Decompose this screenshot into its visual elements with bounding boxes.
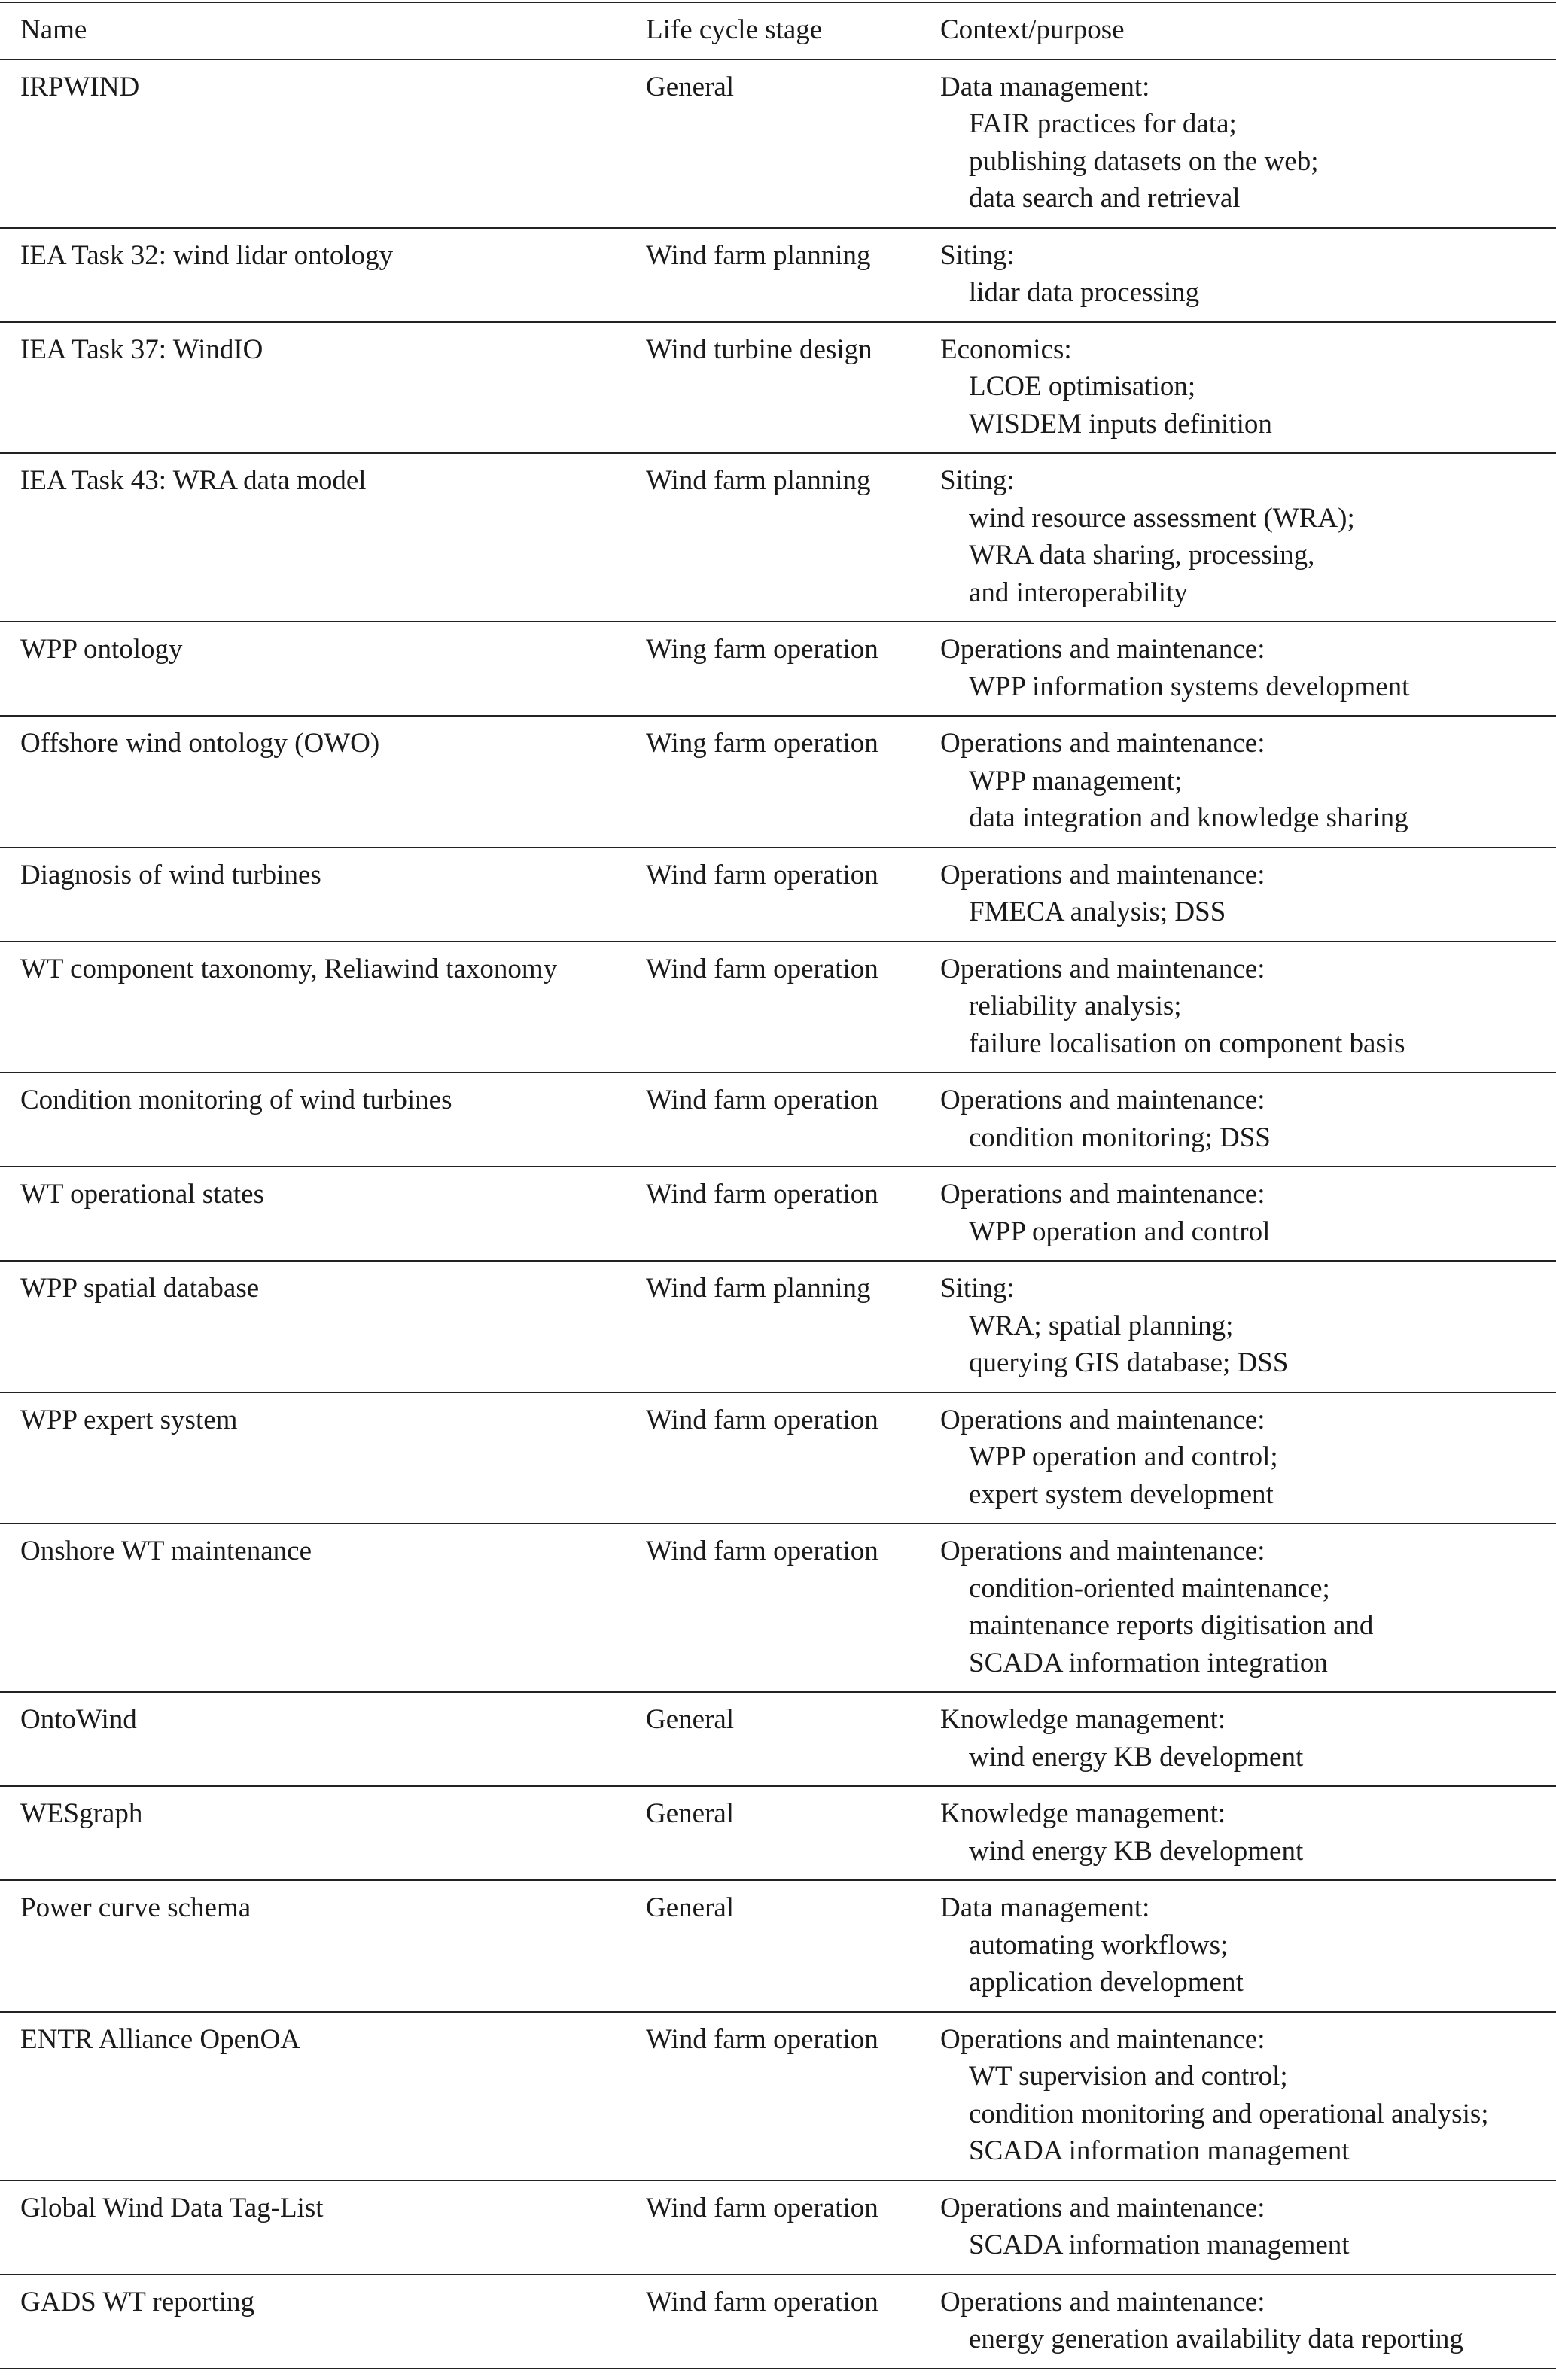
cell-context xyxy=(920,2181,1556,2275)
cell-stage: Wind farm operation xyxy=(646,953,878,985)
cell-name: WPP expert system xyxy=(20,1404,238,1435)
cell-name: OntoWind xyxy=(20,1704,137,1735)
cell-name: IEA Task 43: WRA data model xyxy=(20,465,367,496)
table-row xyxy=(0,2181,1556,2275)
context-line: condition monitoring and operational analysis; xyxy=(969,2098,1489,2129)
context-heading: Operations and maintenance: xyxy=(940,2023,1265,2055)
cell-stage: Wind farm operation xyxy=(646,1179,878,1210)
context-heading: Operations and maintenance: xyxy=(940,859,1265,890)
context-line: wind resource assessment (WRA); xyxy=(969,502,1355,534)
context-line: WPP management; xyxy=(969,765,1183,796)
cell-context xyxy=(920,848,1556,942)
table-row xyxy=(0,1392,1556,1524)
cell-stage: General xyxy=(646,1892,735,1923)
context-line: WPP operation and control xyxy=(969,1216,1271,1247)
context-line: WRA; spatial planning; xyxy=(969,1310,1234,1341)
table-row xyxy=(0,1692,1556,1786)
context-line: WRA data sharing, processing, xyxy=(969,540,1315,571)
context-line: failure localisation on component basis xyxy=(969,1027,1405,1059)
cell-name: WESgraph xyxy=(20,1798,143,1829)
context-heading: Operations and maintenance: xyxy=(940,2286,1265,2318)
cell-context xyxy=(920,1523,1556,1692)
context-heading: Operations and maintenance: xyxy=(940,2192,1265,2223)
context-heading: Siting: xyxy=(940,239,1015,271)
table-row xyxy=(0,1786,1556,1880)
cell-stage: Wind farm operation xyxy=(646,2192,878,2223)
table-header xyxy=(0,2,1556,59)
cell-context xyxy=(920,1392,1556,1524)
cell-stage: General xyxy=(646,71,735,102)
context-heading: Economics: xyxy=(940,333,1072,365)
cell-stage: Wind farm operation xyxy=(646,1404,878,1435)
table-row xyxy=(0,453,1556,622)
cell-context xyxy=(920,1880,1556,2012)
context-line: WT supervision and control; xyxy=(969,2061,1288,2092)
cell-context xyxy=(920,1073,1556,1167)
context-heading: Operations and maintenance: xyxy=(940,953,1265,985)
context-line: querying GIS database; DSS xyxy=(969,1347,1289,1378)
context-heading: Operations and maintenance: xyxy=(940,1085,1265,1115)
context-line: condition-oriented maintenance; xyxy=(969,1572,1330,1604)
context-line: wind energy KB development xyxy=(969,1835,1304,1867)
table-body xyxy=(0,59,1556,2369)
header-stage: Life cycle stage xyxy=(646,14,823,45)
context-heading: Data management: xyxy=(940,1892,1150,1923)
cell-name: Power curve schema xyxy=(20,1892,251,1923)
context-heading: Siting: xyxy=(940,465,1015,496)
context-heading: Operations and maintenance: xyxy=(940,1535,1265,1566)
context-line: lidar data processing xyxy=(969,277,1200,308)
cell-stage: Wind farm planning xyxy=(646,239,871,271)
context-line: maintenance reports digitisation and xyxy=(969,1610,1374,1641)
cell-stage: General xyxy=(646,1704,735,1735)
cell-stage: Wind farm operation xyxy=(646,2286,878,2318)
cell-stage: Wind farm operation xyxy=(646,859,878,890)
cell-stage: Wind farm operation xyxy=(646,2023,878,2055)
context-line: expert system development xyxy=(969,1478,1274,1510)
cell-name: Offshore wind ontology (OWO) xyxy=(20,728,380,759)
cell-stage: Wind turbine design xyxy=(646,333,872,365)
ontology-table xyxy=(0,2,1556,2369)
cell-stage: Wing farm operation xyxy=(646,634,878,665)
table-row xyxy=(0,59,1556,228)
context-line: FAIR practices for data; xyxy=(969,108,1237,139)
cell-name: Onshore WT maintenance xyxy=(20,1535,312,1566)
context-heading: Operations and maintenance: xyxy=(940,634,1265,665)
cell-name: WT operational states xyxy=(20,1179,264,1210)
context-line: LCOE optimisation; xyxy=(969,371,1196,402)
header-context: Context/purpose xyxy=(940,14,1125,45)
cell-context xyxy=(920,1786,1556,1880)
context-line: data search and retrieval xyxy=(969,183,1241,214)
cell-context xyxy=(920,942,1556,1073)
context-line: reliability analysis; xyxy=(969,991,1182,1021)
table-row xyxy=(0,228,1556,322)
table-row xyxy=(0,1073,1556,1167)
table-row xyxy=(0,322,1556,454)
cell-name: IEA Task 37: WindIO xyxy=(20,333,263,365)
cell-stage: General xyxy=(646,1798,735,1829)
cell-context xyxy=(920,453,1556,622)
context-line: energy generation availability data reporting xyxy=(969,2324,1463,2354)
context-line: application development xyxy=(969,1967,1244,1998)
table-row xyxy=(0,1880,1556,2012)
table-row xyxy=(0,1167,1556,1261)
context-heading: Knowledge management: xyxy=(940,1798,1226,1829)
context-line: SCADA information management xyxy=(969,2229,1350,2260)
context-line: WISDEM inputs definition xyxy=(969,408,1272,440)
context-line: SCADA information management xyxy=(969,2135,1350,2166)
context-line: WPP information systems development xyxy=(969,671,1410,702)
context-line: publishing datasets on the web; xyxy=(969,145,1319,177)
table-row xyxy=(0,848,1556,942)
cell-stage: Wind farm operation xyxy=(646,1535,878,1566)
cell-context xyxy=(920,1167,1556,1261)
context-heading: Operations and maintenance: xyxy=(940,1179,1265,1210)
context-line: data integration and knowledge sharing xyxy=(969,802,1408,833)
cell-context xyxy=(920,716,1556,848)
cell-stage: Wind farm planning xyxy=(646,465,871,496)
table-row xyxy=(0,622,1556,716)
cell-context xyxy=(920,2012,1556,2181)
table-row xyxy=(0,1261,1556,1392)
context-heading: Operations and maintenance: xyxy=(940,1404,1265,1435)
context-line: and interoperability xyxy=(969,577,1188,608)
cell-name: WPP ontology xyxy=(20,634,183,665)
context-heading: Data management: xyxy=(940,71,1150,102)
context-line: FMECA analysis; DSS xyxy=(969,896,1226,927)
table-row xyxy=(0,942,1556,1073)
context-line: WPP operation and control; xyxy=(969,1441,1278,1472)
header-name: Name xyxy=(20,14,87,45)
context-line: wind energy KB development xyxy=(969,1741,1304,1773)
context-heading: Operations and maintenance: xyxy=(940,728,1265,759)
cell-context xyxy=(920,228,1556,322)
cell-name: Diagnosis of wind turbines xyxy=(20,859,321,890)
cell-name: ENTR Alliance OpenOA xyxy=(20,2023,300,2055)
cell-stage: Wing farm operation xyxy=(646,728,878,759)
cell-name: WPP spatial database xyxy=(20,1273,260,1304)
cell-context xyxy=(920,622,1556,716)
table-row xyxy=(0,2275,1556,2369)
context-line: SCADA information integration xyxy=(969,1647,1328,1678)
cell-context xyxy=(920,59,1556,228)
cell-name: Global Wind Data Tag-List xyxy=(20,2192,324,2223)
cell-name: Condition monitoring of wind turbines xyxy=(20,1085,452,1115)
cell-context xyxy=(920,2275,1556,2369)
context-heading: Knowledge management: xyxy=(940,1704,1226,1735)
header-row xyxy=(0,2,1556,59)
cell-name: WT component taxonomy, Reliawind taxonomy xyxy=(20,953,558,985)
cell-context xyxy=(920,322,1556,454)
cell-context xyxy=(920,1261,1556,1392)
table-row xyxy=(0,2012,1556,2181)
cell-stage: Wind farm planning xyxy=(646,1273,871,1304)
cell-name: GADS WT reporting xyxy=(20,2286,255,2318)
cell-name: IRPWIND xyxy=(20,71,140,102)
context-heading: Siting: xyxy=(940,1273,1015,1304)
cell-context xyxy=(920,1692,1556,1786)
cell-name: IEA Task 32: wind lidar ontology xyxy=(20,239,394,271)
cell-stage: Wind farm operation xyxy=(646,1085,878,1115)
table-row xyxy=(0,716,1556,848)
context-line: condition monitoring; DSS xyxy=(969,1122,1271,1153)
table-row xyxy=(0,1523,1556,1692)
context-line: automating workflows; xyxy=(969,1929,1229,1961)
